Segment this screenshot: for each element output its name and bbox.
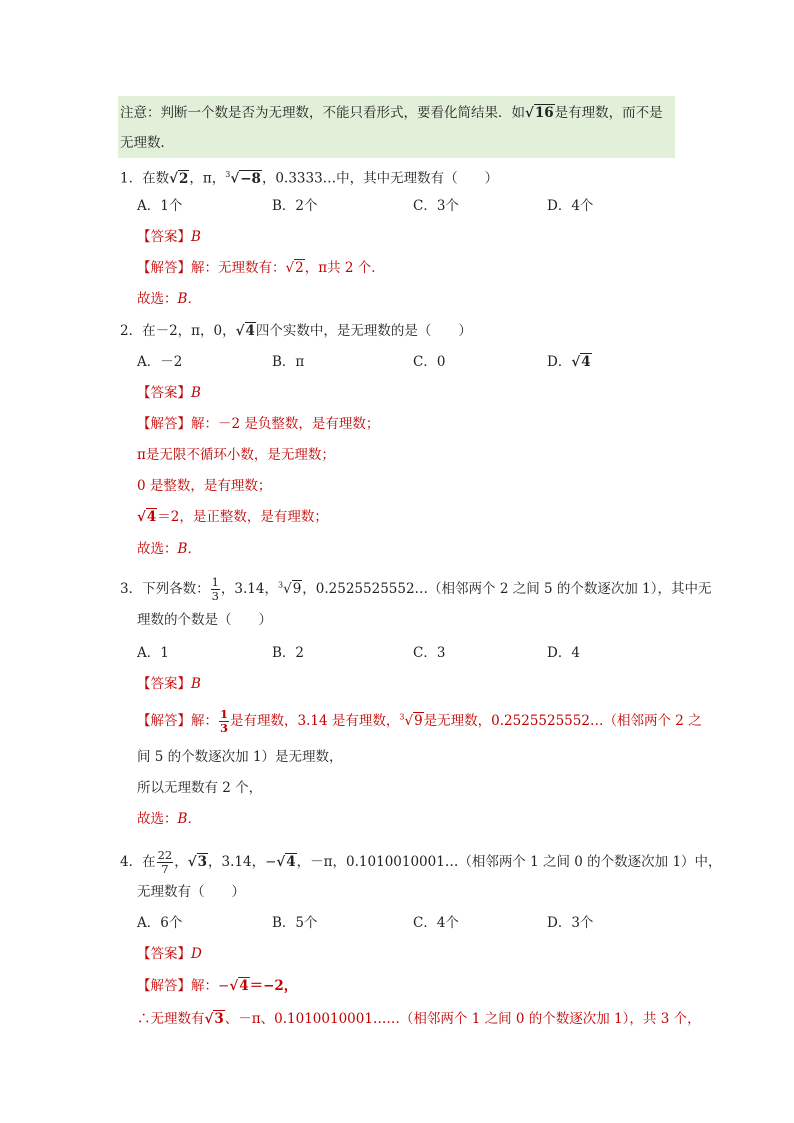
q2-solution-2: π是无限不循环小数，是无理数； (137, 447, 335, 463)
q4-solution-2: ∴无理数有√3、－π、0.1010010001……（相邻两个 1 之间 0 的个数逐次加 1），共 3 个， (137, 1011, 701, 1027)
q2-pick: 故选：B． (137, 541, 201, 557)
q1-solution: 【解答】解：无理数有：√2，π共 2 个． (137, 260, 385, 276)
q4-stem-line-2: 无理数有（ ） (137, 884, 245, 900)
q2-solution-3: 0 是整数，是有理数； (137, 478, 272, 494)
q2-option-d: D．√4 (547, 354, 591, 370)
note-line-1: 注意：判断一个数是否为无理数，不能只看形式，要看化简结果．如√16是有理数，而不是 (120, 105, 663, 121)
q3-option-d: D．4 (547, 645, 580, 661)
q4-option-c: C．4个 (413, 915, 459, 931)
q2-answer: 【答案】B (137, 385, 201, 401)
q1-option-d: D．4个 (547, 198, 594, 214)
q2-stem: 2．在－2，π，0，√4四个实数中，是无理数的是（ ） (120, 323, 472, 339)
q2-solution-1: 【解答】解：－2 是负整数，是有理数； (137, 416, 380, 432)
q3-stem-line-2: 理数的个数是（ ） (137, 612, 272, 628)
q2-option-a: A．－2 (137, 354, 183, 370)
q3-answer: 【答案】B (137, 676, 201, 692)
q1-option-a: A．1个 (137, 198, 183, 214)
q2-option-c: C．0 (413, 354, 446, 370)
q3-pick: 故选：B． (137, 811, 201, 827)
q1-stem: 1．在数√2，π，$^3$√−8，0.3333…中，其中无理数有（ ） (120, 170, 499, 187)
q3-option-a: A．1 (137, 645, 169, 661)
q4-stem: 4．在 $\frac{22}{7}$ ，√3，3.14，−√4，－π，0.1010010001…（相邻两个 1 之间 0 的个数逐次加 1）中， (120, 848, 722, 876)
q2-option-b: B．π (272, 354, 305, 370)
q1-option-c: C．3个 (413, 198, 459, 214)
q3-solution-2: 间 5 的个数逐次加 1）是无理数， (137, 749, 343, 765)
q4-solution-1: 【解答】解：−√4＝−2， (137, 978, 298, 994)
q1-option-b: B．2个 (272, 198, 318, 214)
q2-solution-4: √4＝2，是正整数，是有理数； (137, 509, 328, 525)
q4-option-d: D．3个 (547, 915, 594, 931)
q3-option-c: C．3 (413, 645, 446, 661)
q3-solution-1: 【解答】解： $\frac{1}{3}$ 是有理数，3.14 是有理数，$^3$√9是无理数，0.2525525552…（相邻两个 2 之 (137, 707, 702, 735)
q1-pick: 故选：B． (137, 291, 201, 307)
q4-option-b: B．5个 (272, 915, 318, 931)
q1-answer: 【答案】B (137, 229, 201, 245)
q3-option-b: B．2 (272, 645, 305, 661)
note-line-2: 无理数． (120, 135, 174, 151)
q3-stem: 3．下列各数： $\frac{1}{3}$ ，3.14，$^3$√9，0.2525525552…（相邻两个 2 之间 5 的个数逐次加 1），其中无 (120, 575, 712, 603)
q4-answer: 【答案】D (137, 946, 202, 962)
q4-option-a: A．6个 (137, 915, 183, 931)
q3-solution-3: 所以无理数有 2 个， (137, 780, 263, 796)
sqrt-16: √16 (525, 105, 554, 121)
